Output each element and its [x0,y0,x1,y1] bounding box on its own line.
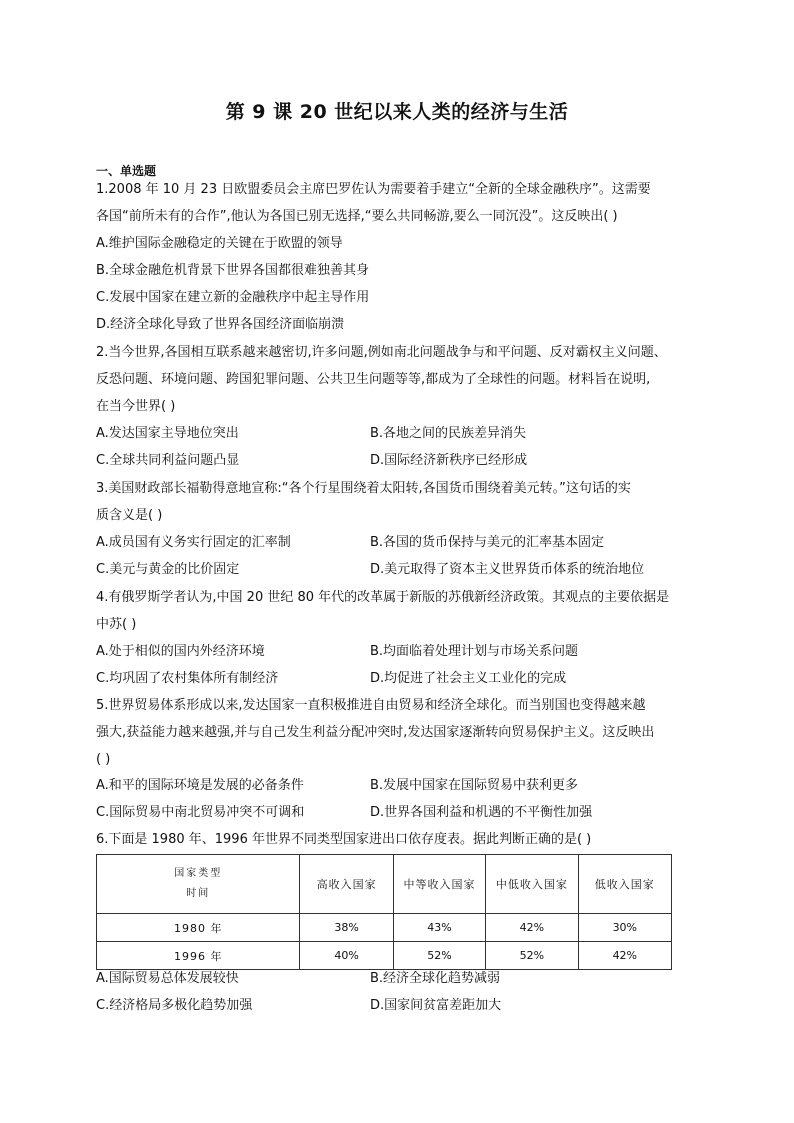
table-cell: 30% [578,914,671,942]
q1-stem-line: 1.2008 年 10 月 23 日欧盟委员会主席巴罗佐认为需要着手建立“全新的全球金融秩序”。这需要 [96,182,651,197]
table-cell: 42% [578,942,671,970]
q1-option-a: A.维护国际金融稳定的关键在于欧盟的领导 [96,236,343,251]
q3-stem-line: 质含义是( ) [96,508,163,523]
section-heading: 一、单选题 [96,164,157,178]
q2-stem-line: 2.当今世界,各国相互联系越来越密切,许多问题,例如南北问题战争与和平问题、反对霸权主义问题、 [96,345,667,360]
q1-option-b: B.全球金融危机背景下世界各国都很难独善其身 [96,263,370,278]
table-cell: 52% [486,942,578,970]
table-cell: 40% [300,942,393,970]
corner-label-top: 国家类型 [174,868,223,879]
q4-stem-line: 中苏( ) [96,617,137,632]
table-cell: 38% [300,914,393,942]
q5-option-c: C.国际贸易中南北贸易冲突不可调和 [96,805,305,820]
q1-option-c: C.发展中国家在建立新的金融秩序中起主导作用 [96,290,370,305]
q4-option-d: D.均促进了社会主义工业化的完成 [370,671,567,686]
corner-label-bottom: 时间 [186,888,211,899]
row-label: 1996 年 [97,942,300,970]
table-row [97,914,672,942]
column-header: 高收入国家 [300,855,393,914]
q4-option-b: B.均面临着处理计划与市场关系问题 [370,644,579,659]
q6-option-b: B.经济全球化趋势减弱 [370,971,501,986]
dependency-table [96,854,672,970]
q1-stem-line: 各国“前所未有的合作”,他认为各国已别无选择,“要么共同畅游,要么一同沉没”。这反映出( ) [96,209,618,224]
table-cell: 42% [486,914,578,942]
q4-option-a: A.处于相似的国内外经济环境 [96,644,265,659]
q5-option-d: D.世界各国利益和机遇的不平衡性加强 [370,805,593,820]
column-header: 中低收入国家 [486,855,578,914]
q3-option-a: A.成员国有义务实行固定的汇率制 [96,535,291,550]
q2-option-b: B.各地之间的民族差异消失 [370,426,527,441]
q6-stem-line: 6.下面是 1980 年、1996 年世界不同类型国家进出口依存度表。据此判断正确的是( ) [96,832,592,847]
table-cell: 52% [393,942,485,970]
q4-option-c: C.均巩固了农村集体所有制经济 [96,671,279,686]
q1-option-d: D.经济全球化导致了世界各国经济面临崩溃 [96,317,345,332]
row-label: 1980 年 [97,914,300,942]
q6-option-c: C.经济格局多极化趋势加强 [96,998,253,1013]
q5-option-b: B.发展中国家在国际贸易中获利更多 [370,778,579,793]
q2-stem-line: 在当今世界( ) [96,399,176,414]
q3-option-c: C.美元与黄金的比价固定 [96,562,240,577]
column-header: 中等收入国家 [393,855,485,914]
q6-option-a: A.国际贸易总体发展较快 [96,971,239,986]
q5-stem-line: ( ) [96,752,111,767]
q4-stem-line: 4.有俄罗斯学者认为,中国 20 世纪 80 年代的改革属于新版的苏俄新经济政策。其观点的主要依据是 [96,590,670,605]
q3-stem-line: 3.美国财政部长福勒得意地宣称:“各个行星围绕着太阳转,各国货币围绕着美元转。”这句话的实 [96,481,631,496]
q5-stem-line: 5.世界贸易体系形成以来,发达国家一直积极推进自由贸易和经济全球化。而当别国也变得越来越 [96,698,646,713]
q2-stem-line: 反恐问题、环境问题、跨国犯罪问题、公共卫生问题等等,都成为了全球性的问题。材料旨在说明, [96,372,651,387]
table-row [97,942,672,970]
q3-option-b: B.各国的货币保持与美元的汇率基本固定 [370,535,605,550]
q6-option-d: D.国家间贫富差距加大 [370,998,502,1013]
q3-option-d: D.美元取得了资本主义世界货币体系的统治地位 [370,562,645,577]
column-header: 低收入国家 [578,855,671,914]
q5-option-a: A.和平的国际环境是发展的必备条件 [96,778,304,793]
q2-option-d: D.国际经济新秩序已经形成 [370,453,528,468]
table-corner-cell [97,855,300,914]
q5-stem-line: 强大,获益能力越来越强,并与自己发生利益分配冲突时,发达国家逐渐转向贸易保护主义。这反映出 [96,725,655,740]
table-header-row [97,855,672,914]
q2-option-c: C.全球共同利益问题凸显 [96,453,240,468]
table-cell: 43% [393,914,485,942]
page-title: 第 9 课 20 世纪以来人类的经济与生活 [225,101,569,123]
q2-option-a: A.发达国家主导地位突出 [96,426,239,441]
